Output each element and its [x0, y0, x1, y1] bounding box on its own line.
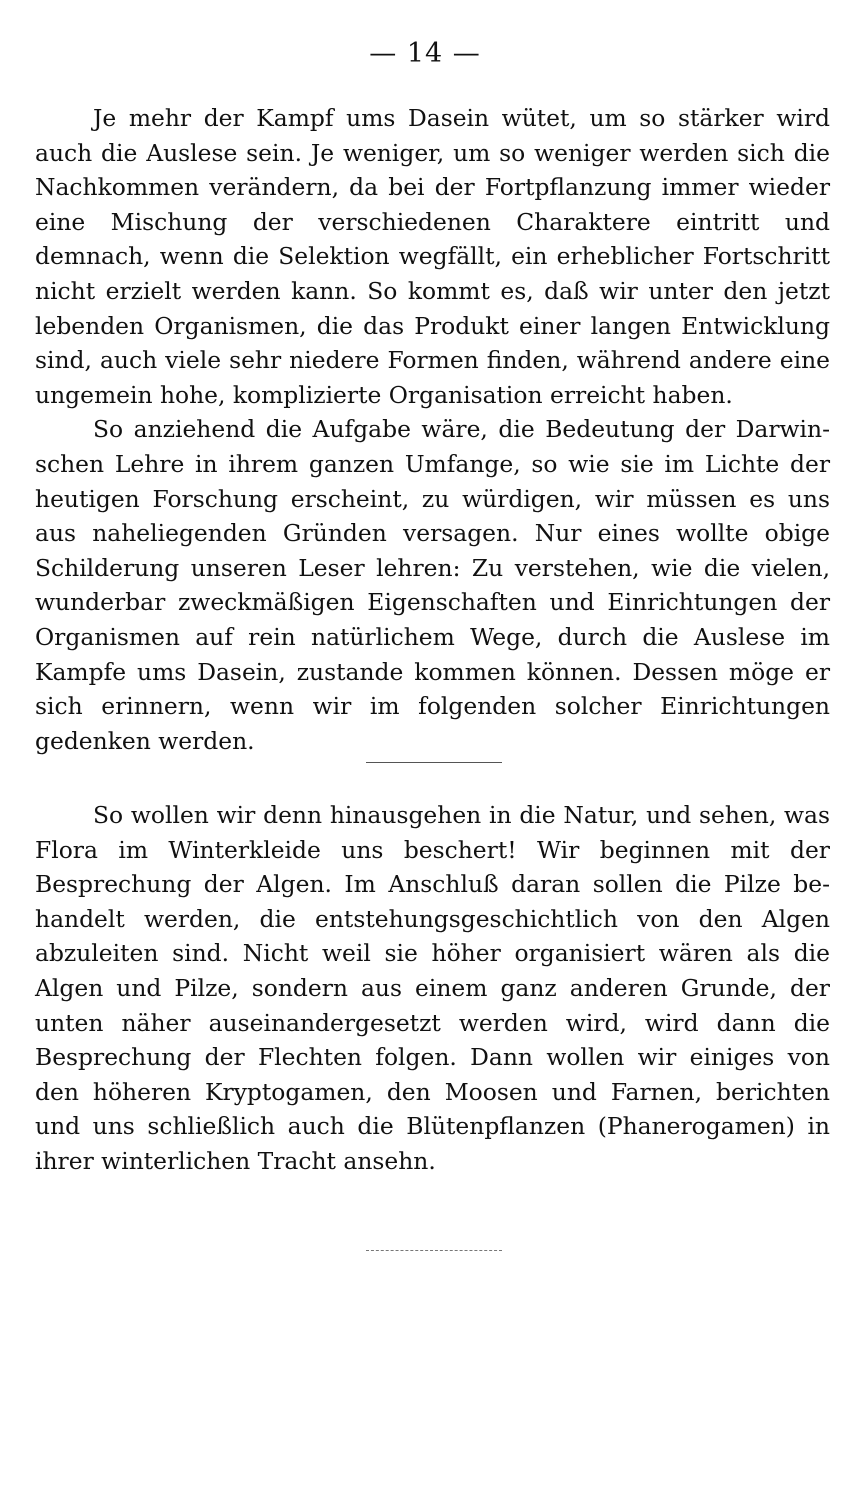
paragraph-kampf-ums-dasein: Je mehr der Kampf ums Dasein wütet, um so stärker wird auch die Auslese sein. Je weniger, um so weniger werden sich die Nachkommen verändern, da bei der Fortpflanzung immer wieder eine Mischung der verschiedenen Charaktere eintritt und demnach, wenn die Selektion wegfällt, ein erheblicher Fortschritt nicht erzielt werden kann. So kommt es, daß wir unter den jetzt lebenden Organismen, die das Produkt einer langen Entwicklung sind, auch viele sehr niedere Formen finden, während andere eine ungemein hohe, komplizierte Organisation erreicht haben. — [35, 104, 830, 409]
paragraph-flora-im-winterkleide: So wollen wir denn hinausgehen in die Natur, und sehen, was Flora im Winterkleide uns beschert! Wir beginnen mit der Besprechung der Algen. Im Anschluß daran sollen die Pilze behandelt werden, die entstehungsgeschichtlich von den Algen abzuleiten sind. Nicht weil sie höher organisiert wären als die Algen und Pilze, sondern aus einem ganz anderen Grunde, der unten näher auseinandergesetzt werden wird, wird dann die Besprechung der Flechten folgen. Dann wollen wir einiges von den höheren Kryptogamen, den Moosen und Farnen, berichten und uns schließlich auch die Blütenpflanzen (Phanerogamen) in ihrer winterlichen Tracht ansehn. — [35, 801, 830, 1175]
paragraph-darwinsche-lehre: So anziehend die Aufgabe wäre, die Bedeutung der Darwinschen Lehre in ihrem ganzen Umfange, so wie sie im Lichte der heutigen Forschung erscheint, zu würdigen, wir müssen es uns aus naheliegenden Gründen versagen. Nur eines wollte obige Schilderung unseren Leser lehren: Zu verstehen, wie die vielen, wunderbar zweckmäßigen Eigenschaften und Einrichtungen der Organismen auf rein natürlichem Wege, durch die Auslese im Kampfe ums Dasein, zustande kommen können. Dessen möge er sich erinnern, wenn wir im folgenden solcher Einrichtungen gedenken werden. — [35, 415, 830, 755]
section-divider — [366, 762, 502, 763]
end-divider — [366, 1250, 502, 1251]
page-number: — 14 — — [369, 38, 481, 69]
text-section-2 — [35, 798, 830, 1179]
text-section-1 — [35, 101, 830, 758]
